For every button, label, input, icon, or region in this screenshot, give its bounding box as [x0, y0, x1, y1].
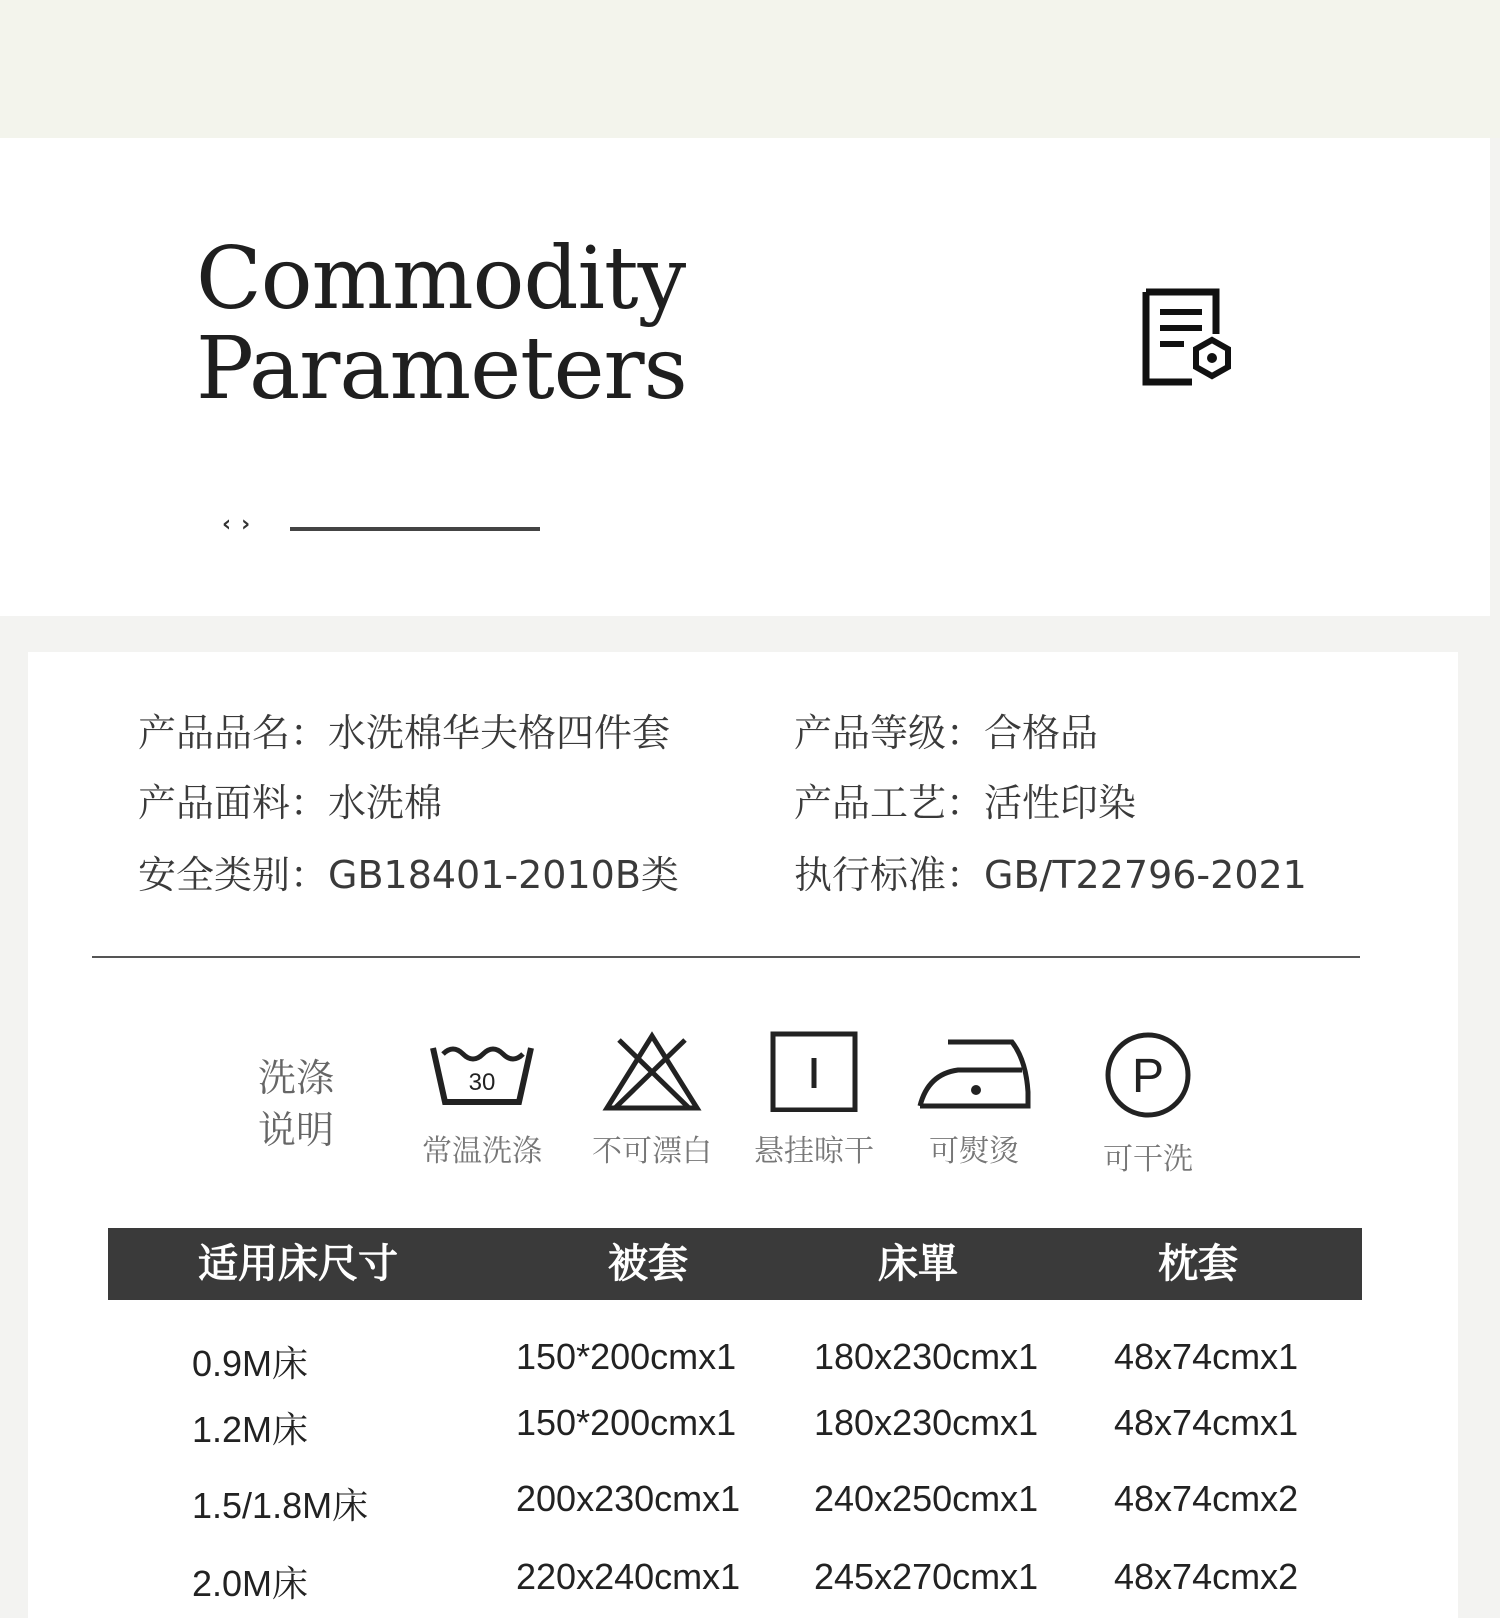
info-value: 水洗棉华夫格四件套	[328, 711, 671, 755]
table-cell: 150*200cmx1	[516, 1402, 737, 1443]
column-header: 适用床尺寸	[198, 1241, 398, 1287]
document-settings-icon	[1140, 286, 1236, 390]
care-label: 可干洗	[1103, 1142, 1193, 1177]
info-value: GB/T22796-2021	[984, 853, 1307, 897]
table-cell: 1.5/1.8M床	[192, 1485, 369, 1526]
table-cell: 48x74cmx2	[1114, 1556, 1299, 1597]
page-title-line2: Parameters	[196, 319, 687, 419]
table-cell: 180x230cmx1	[814, 1402, 1039, 1443]
care-label: 可熨烫	[929, 1134, 1019, 1169]
care-title	[258, 1052, 348, 1156]
table-header	[108, 1228, 1362, 1300]
info-label: 产品工艺：	[794, 781, 985, 825]
info-value: GB18401-2010B类	[328, 853, 679, 897]
info-value: 水洗棉	[328, 781, 443, 825]
table-cell: 240x250cmx1	[814, 1478, 1039, 1519]
care-label: 不可漂白	[592, 1134, 712, 1169]
table-cell: 0.9M床	[192, 1343, 309, 1384]
info-value: 活性印染	[984, 781, 1137, 825]
info-value: 合格品	[984, 711, 1099, 755]
decorative-line	[290, 527, 540, 531]
hang-dry-icon	[759, 1030, 869, 1112]
wash-30-icon	[427, 1030, 537, 1112]
care-label: 悬挂晾干	[754, 1134, 874, 1169]
dry-clean-icon	[1093, 1030, 1203, 1120]
table-cell: 48x74cmx1	[1114, 1336, 1299, 1377]
care-item-iron	[904, 1030, 1044, 1170]
page-title	[196, 229, 687, 419]
table-cell: 48x74cmx1	[1114, 1402, 1299, 1443]
dry-clean-letter: P	[1131, 1050, 1165, 1103]
care-title-line2: 说明	[258, 1108, 335, 1152]
page-title-line1: Commodity	[196, 229, 686, 329]
column-header: 床單	[878, 1241, 958, 1287]
info-standard	[794, 844, 1307, 899]
no-bleach-icon	[597, 1030, 707, 1112]
info-safety	[138, 844, 679, 899]
wash-temperature: 30	[468, 1069, 496, 1096]
info-product-name	[138, 702, 670, 757]
care-item-hang	[744, 1030, 884, 1170]
info-process	[794, 772, 1136, 827]
info-label: 执行标准：	[794, 853, 985, 897]
table-cell: 245x270cmx1	[814, 1556, 1039, 1597]
carousel-arrows	[222, 512, 260, 537]
column-header: 枕套	[1158, 1241, 1238, 1287]
table-cell: 2.0M床	[192, 1563, 309, 1604]
care-item-bleach	[582, 1030, 722, 1170]
table-cell: 220x240cmx1	[516, 1556, 741, 1597]
chevron-left-icon[interactable]: ‹	[222, 512, 242, 537]
info-label: 安全类别：	[138, 853, 329, 897]
column-header: 被套	[608, 1241, 688, 1287]
table-cell: 200x230cmx1	[516, 1478, 741, 1519]
info-label: 产品品名：	[138, 711, 329, 755]
info-label: 产品等级：	[794, 711, 985, 755]
care-item-wash	[412, 1030, 552, 1170]
care-label: 常温洗涤	[422, 1134, 542, 1169]
table-cell: 180x230cmx1	[814, 1336, 1039, 1377]
care-title-line1: 洗涤	[258, 1056, 335, 1100]
table-cell: 1.2M床	[192, 1409, 309, 1450]
iron-icon	[914, 1030, 1034, 1112]
care-item-dryclean	[1078, 1030, 1218, 1178]
section-divider	[92, 956, 1360, 958]
info-grade	[794, 702, 1098, 757]
info-label: 产品面料：	[138, 781, 329, 825]
chevron-right-icon[interactable]: ›	[241, 512, 261, 537]
info-fabric	[138, 772, 442, 827]
table-cell: 150*200cmx1	[516, 1336, 737, 1377]
top-band	[0, 0, 1500, 138]
table-cell: 48x74cmx2	[1114, 1478, 1299, 1519]
